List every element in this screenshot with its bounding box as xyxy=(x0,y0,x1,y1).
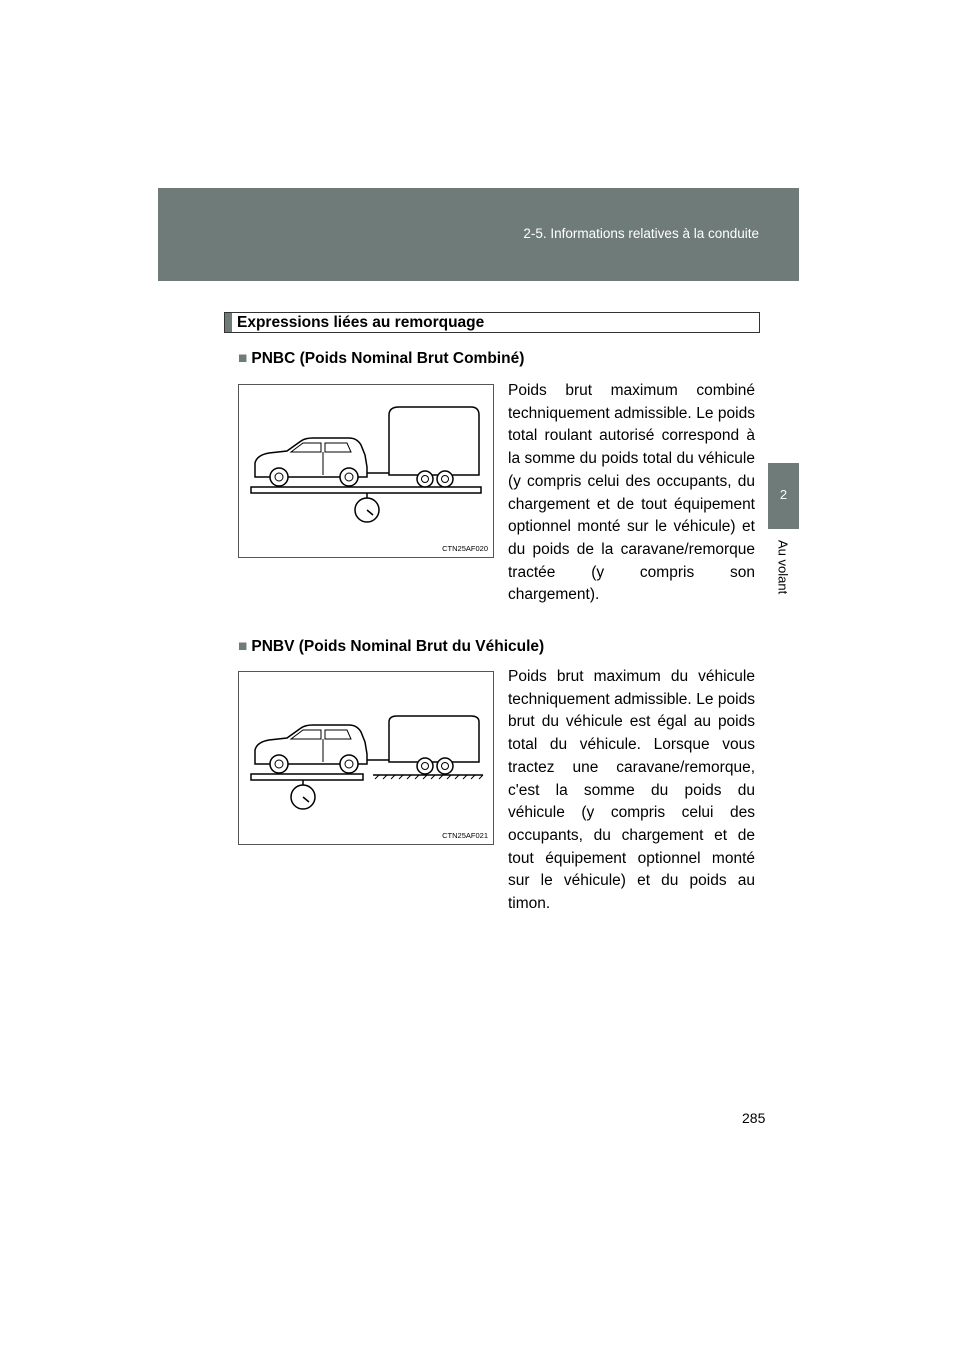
section-heading xyxy=(224,312,760,333)
subheading-pnbv xyxy=(238,638,544,656)
section-title: 2-5. Informations relatives à la conduite xyxy=(523,226,759,241)
heading-text: Expressions liées au remorquage xyxy=(237,314,485,331)
car-trailer-scale-illustration xyxy=(239,672,495,846)
heading-accent-bar xyxy=(225,313,232,332)
square-bullet-icon: ■ xyxy=(238,638,248,655)
subheading-pnbc xyxy=(238,350,524,368)
figure-vehicle-weight xyxy=(238,671,494,845)
page-number: 285 xyxy=(742,1110,766,1126)
paragraph-pnbv: Poids brut maximum du véhicule techniquement admissible. Le poids brut du véhicule est égal au poids total du véhicule. Lorsque vous tractez une caravane/remorque, c'est la somme du poids du véhicule (y compris celui des occupants, du chargement et de tout équipement optionnel monté sur le véhicule) et du poids au timon. xyxy=(508,668,755,913)
car-trailer-scale-illustration xyxy=(239,385,495,559)
figure-code: CTN25AF020 xyxy=(442,544,488,553)
square-bullet-icon: ■ xyxy=(238,350,248,367)
chapter-label xyxy=(770,540,796,610)
chapter-number: 2 xyxy=(779,487,788,502)
chapter-tab xyxy=(768,463,799,529)
paragraph-pnbc: Poids brut maximum combiné techniquement admissible. Le poids total roulant autorisé correspond à la somme du poids total du véhicule (y compris celui des occupants, du chargement et de tout équipement optionnel monté sur le véhicule) et du poids de la caravane/remorque tractée (y compris son chargement). xyxy=(508,382,755,604)
chapter-header xyxy=(158,188,799,281)
figure-code: CTN25AF021 xyxy=(442,831,488,840)
subheading-text: PNBC (Poids Nominal Brut Combiné) xyxy=(251,350,525,367)
chapter-label-text: Au volant xyxy=(775,540,791,595)
figure-combined-weight xyxy=(238,384,494,558)
subheading-text: PNBV (Poids Nominal Brut du Véhicule) xyxy=(251,638,545,655)
